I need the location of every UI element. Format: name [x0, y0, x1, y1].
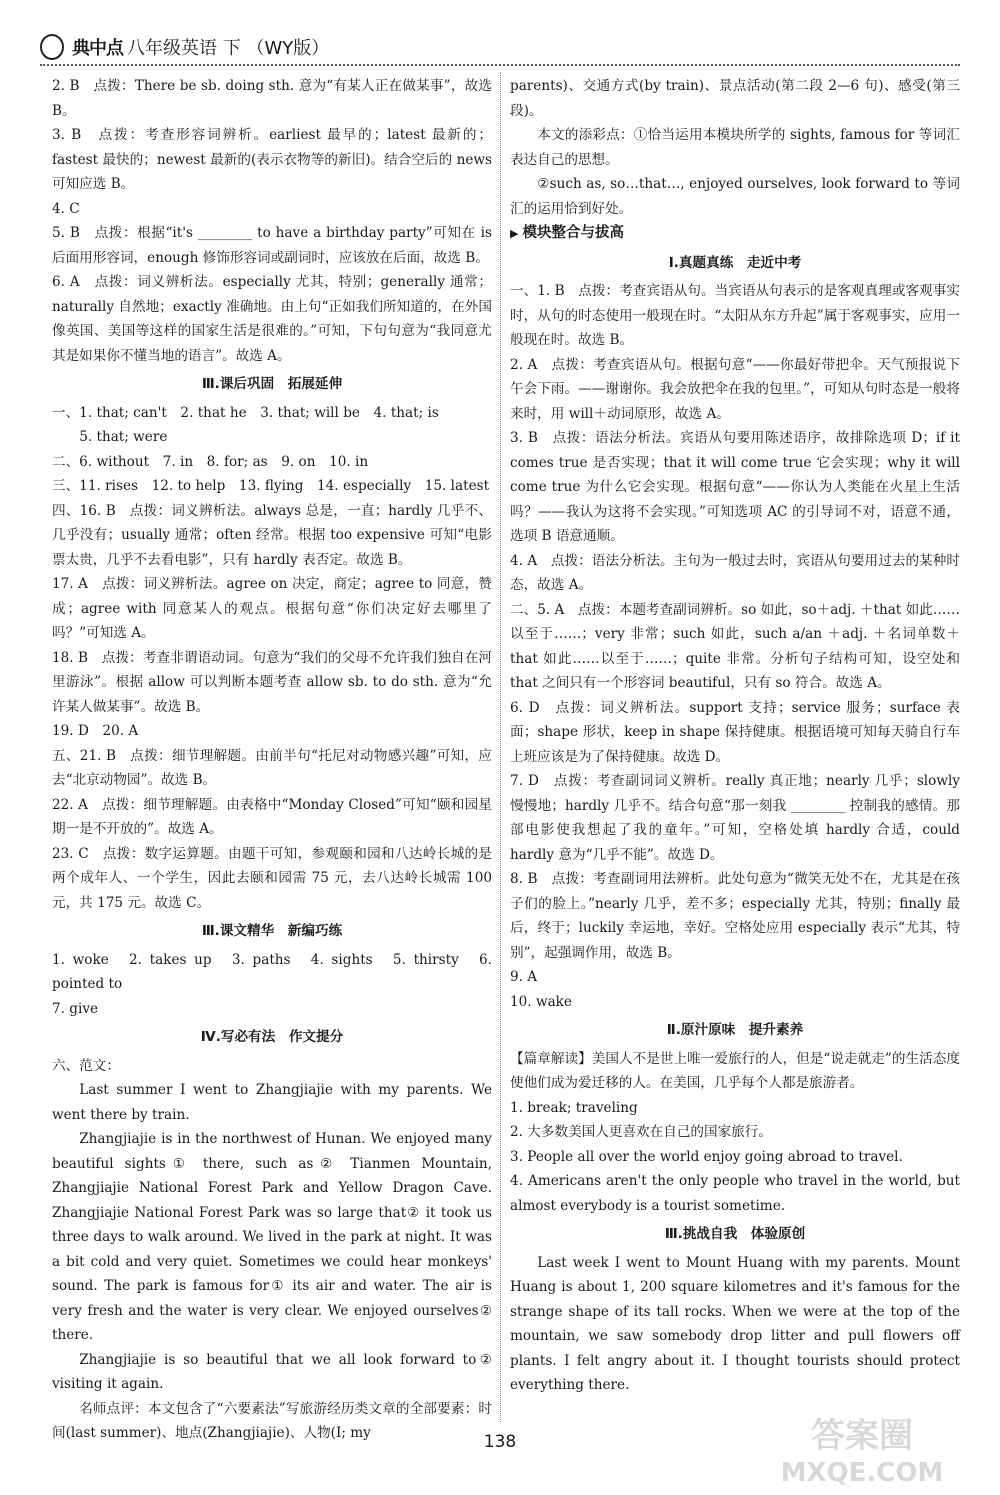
answer-line-left-10: 三、11. rises 12. to help 13. flying 14. especially 15. latest — [52, 478, 490, 494]
answer-line-left-14: 19. D 20. A — [52, 723, 139, 739]
answer-line-left-12: 17. A 点拨：词义辨析法。agree on 决定，商定；agree to 同意，赞成；agree with 同意某人的观点。根据句意“你们决定好去哪里了吗？”可知选 A。 — [52, 576, 492, 641]
answer-line-right-14: 9. A — [510, 969, 538, 985]
answer-line-right-4: ▶ 模块整合与拔高 — [510, 221, 960, 247]
answer-line-left-3: 4. C — [52, 200, 80, 217]
answer-line-right-15: 10. wake — [510, 993, 572, 1010]
book-logo: 典中点 — [72, 38, 123, 59]
left-column — [52, 74, 492, 1446]
answer-line-right-17: 【篇章解读】美国人不是世上唯一爱旅行的人，但是“说走就走”的生活态度使他们成为爱迁移的人。在美国，几乎每个人都是旅游者。 — [510, 1050, 960, 1091]
answer-line-right-7: 2. A 点拨：考查宾语从句。根据句意“——你最好带把伞。天气预报说下午会下雨。——谢谢你。我会放把伞在我的包里。”，可知从句时态是一般将来时，用 will＋动词原形，故选 A。 — [510, 356, 960, 422]
answer-line-right-21: 4. Americans aren't the only people who travel in the world, but almost everybody is a tourist sometime. — [510, 1173, 960, 1214]
answer-line-left-16: 22. A 点拨：细节理解题。由表格中“Monday Closed”可知“颐和园星期一是不开放的”。故选 A。 — [52, 796, 492, 837]
answer-line-right-16: Ⅱ.原汁原味 提升素养 — [666, 1022, 804, 1038]
answer-line-left-2: 3. B 点拨：考查形容词辨析。earliest 最早的；latest 最新的；fastest 最快的；newest 最新的(表示衣物等的新旧)。结合空后的 news 可知应选 B。 — [52, 127, 492, 192]
answer-line-left-11: 四、16. B 点拨：词义辨析法。always 总是，一直；hardly 几乎不、几乎没有；usually 通常；often 经常。根据 too expensive 可知“电影票太贵，几乎不去看电影”，只有 hardly 表否定。故选 B。 — [52, 502, 492, 568]
answer-line-right-12: 7. D 点拨：考查副词词义辨析。really 真正地；nearly 几乎；slowly 慢慢地；hardly 几乎不。结合句意“那一刻我 ________ 控制我的感情。那部电影使我想起了我的童年。”可知，空格处填 hardly 合适，could hardly 意为“几乎不能”。故选 D。 — [510, 773, 960, 863]
essay-paragraph-3: Zhangjiajie is so beautiful that we all look forward to② visiting it again. — [52, 1351, 492, 1392]
answer-line-right-11: 6. D 点拨：词义辨析法。support 支持；service 服务；surface 表面；shape 形状，keep in shape 保持健康。根据语境可知每天骑自行车上班应该是为了保持健康。故选 D。 — [510, 699, 960, 765]
watermark-line1: 答案圈 — [811, 1416, 913, 1456]
right-column-items — [510, 74, 960, 1398]
answer-line-left-19: 1. woke 2. takes up 3. paths 4. sights 5. thirsty 6. pointed to — [52, 951, 492, 992]
answer-line-left-6: Ⅲ.课后巩固 拓展延伸 — [201, 376, 343, 392]
answer-line-left-15: 五、21. B 点拨：细节理解题。由前半句“托尼对动物感兴趣”可知，应去“北京动物园”。故选 B。 — [52, 747, 492, 788]
answer-line-left-22: 六、范文： — [52, 1057, 120, 1074]
answer-line-left-7: 一、1. that; can't 2. that he 3. that; will be 4. that; is — [52, 404, 439, 421]
answer-line-left-1: 2. B 点拨：There be sb. doing sth. 意为“有某人正在做某事”，故选 B。 — [52, 78, 492, 119]
right-column — [510, 74, 960, 1398]
model-essay — [52, 1078, 492, 1446]
answer-line-left-17: 23. C 点拨：数字运算题。由题干可知，参观颐和园和八达岭长城的是两个成年人、一个学生，因此去颐和园需 75 元，去八达岭长城需 100 元，共 175 元。故选 C。 — [52, 845, 492, 911]
essay-paragraph-1: Last summer I went to Zhangjiajie with my parents. We went there by train. — [52, 1082, 492, 1123]
answer-line-right-8: 3. B 点拨：语法分析法。宾语从句要用陈述语序，故排除选项 D；if it comes true 是否实现；that it will come true 它会实现；why it will come true 为什么它会实现。根据句意“——你认为人类能在火星上生活吗？——我认为这将不会实现。”可知选项 AC 的引导词不对，语意不通，选项 B 语意通顺。 — [510, 430, 960, 544]
answer-line-right-19: 2. 大多数美国人更喜欢在自己的国家旅行。 — [510, 1124, 772, 1140]
page-header — [40, 30, 960, 66]
essay-paragraph-4: 名师点评：本文包含了“六要素法”写旅游经历类文章的全部要素：时间(last summer)、地点(Zhangjiajie)、人物(I; my — [52, 1400, 492, 1441]
answer-line-right-23: Last week I went to Mount Huang with my parents. Mount Huang is about 1, 200 square kilometres and it's famous for the strange shape of its tall rocks. When we were at the top of the mountain, we saw somebody drop litter and pull flowers off plants. I felt angry about it. I thought tourists should protect everything there. — [510, 1254, 960, 1393]
answer-line-right-6: 一、1. B 点拨：考查宾语从句。当宾语从句表示的是客观真理或客观事实时，从句的时态使用一般现在时。“太阳从东方升起”属于客观事实，应用一般现在时。故选 B。 — [510, 283, 960, 348]
watermark-line2: MXQE.COM — [780, 1458, 944, 1488]
book-title: 八年级英语 下 （WY版） — [127, 38, 330, 59]
answer-line-right-18: 1. break; traveling — [510, 1099, 638, 1116]
answer-line-left-5: 6. A 点拨：词义辨析法。especially 尤其，特别；generally 通常；naturally 自然地；exactly 准确地。由上句“正如我们所知道的，在外国像英国、美国等这样的国家生活是很难的。”可知，下句句意为“我同意尤其是如果你不懂当地的语言”。故选 A。 — [52, 274, 492, 364]
answer-line-right-22: Ⅲ.挑战自我 体验原创 — [664, 1226, 806, 1242]
answer-line-right-9: 4. A 点拨：语法分析法。主句为一般过去时，宾语从句要用过去的某种时态，故选 A。 — [510, 552, 960, 593]
answer-line-left-20: 7. give — [52, 1000, 99, 1017]
answer-line-right-13: 8. B 点拨：考查副词用法辨析。此处句意为“微笑无处不在，尤其是在孩子们的脸上。”nearly 几乎，差不多；especially 尤其，特别；finally 最后，终于；luckily 幸运地，幸好。空格处应用 especially 表示“尤其，特别”，起强调作用，故选 B。 — [510, 871, 960, 961]
answer-line-right-1: parents)、交通方式(by train)、景点活动(第二段 2—6 句)、感受(第三段)。 — [510, 78, 960, 119]
left-column-items — [52, 74, 492, 1078]
essay-paragraph-2: Zhangjiajie is in the northwest of Hunan. We enjoyed many beautiful sights① there, such as② Tianmen Mountain, Zhangjiajie National Forest Park and Yellow Dragon Cave. Zhangjiajie National Forest Park was so large that② it took us three days to walk around. We lived in the park at night. It was a bit cold and very quiet. Sometimes we could hear monkeys' sound. The park is famous for① its air and water. The air is very fresh and the water is very clear. We enjoyed ourselves② there. — [52, 1131, 492, 1343]
answer-line-right-10: 二、5. A 点拨：本题考查副词辨析。so 如此，so＋adj. ＋that 如此……以至于……；very 非常；such 如此，such a/an ＋adj. ＋名词单数＋that 如此……以至于……；quite 非常。分析句子结构可知，设空处和 that 之间只有一个形容词 beautiful，只有 so 符合。故选 A。 — [510, 601, 960, 691]
logo-icon — [40, 34, 64, 60]
answer-line-left-9: 二、6. without 7. in 8. for; as 9. on 10. in — [52, 453, 369, 470]
watermark-logo — [742, 1409, 982, 1489]
column-divider — [500, 72, 501, 1422]
answer-line-left-4: 5. B 点拨：根据“it's ________ to have a birthday party”可知在 is 后面用形容词，enough 修饰形容词或副词时，应该放在后面，故选 B。 — [52, 225, 492, 266]
answer-line-right-2: 本文的添彩点：①恰当运用本模块所学的 sights, famous for 等词汇表达自己的思想。 — [510, 127, 960, 168]
page-number: 138 — [483, 1432, 517, 1452]
answer-line-right-5: Ⅰ.真题真练 走近中考 — [668, 254, 802, 271]
answer-line-right-3: ②such as, so…that…, enjoyed ourselves, look forward to 等词汇的运用恰到好处。 — [510, 176, 960, 217]
answer-line-left-18: Ⅲ.课文精华 新编巧练 — [201, 923, 343, 939]
answer-line-left-21: Ⅳ.写必有法 作文提分 — [200, 1029, 344, 1045]
answer-line-left-13: 18. B 点拨：考查非谓语动词。句意为“我们的父母不允许我们独自在河里游泳”。根据 allow 可以判断本题考查 allow sb. to do sth. 意为“允许某人做某事”。故选 B。 — [52, 649, 492, 715]
answer-line-right-20: 3. People all over the world enjoy going abroad to travel. — [510, 1148, 903, 1165]
answer-line-left-8: 5. that; were — [79, 429, 168, 445]
